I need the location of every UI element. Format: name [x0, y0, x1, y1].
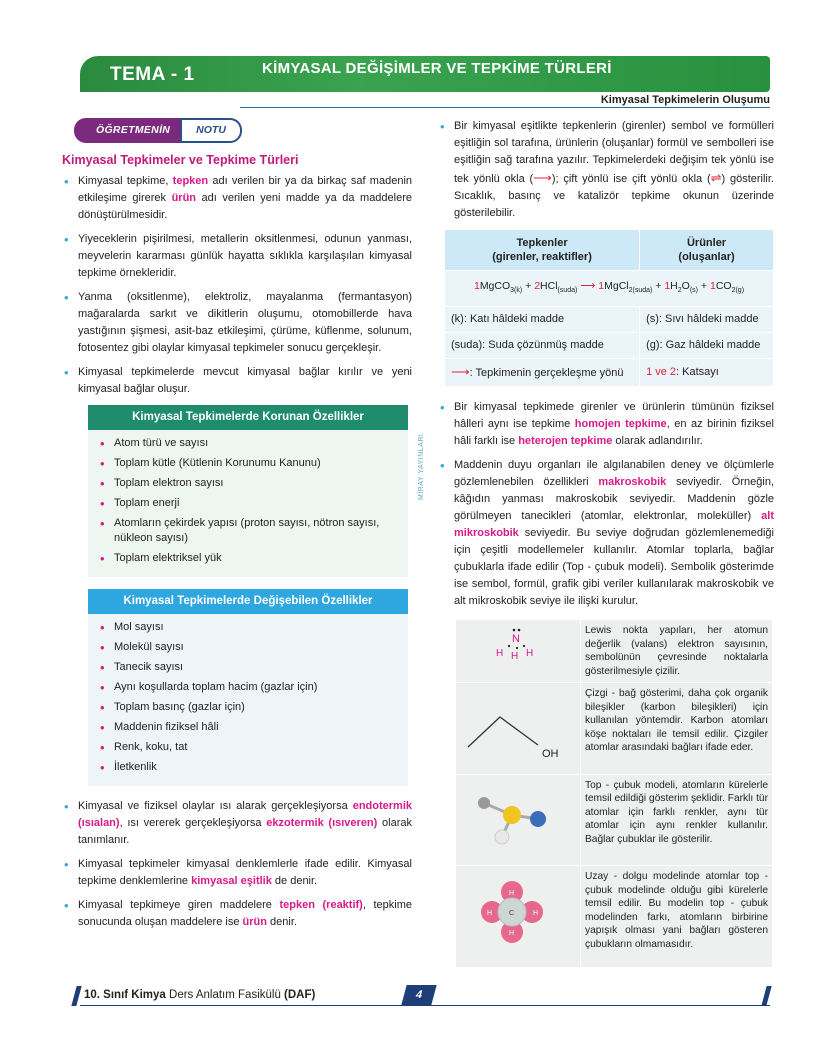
list-item: • Tanecik sayısı [96, 660, 400, 675]
atom-h3: H [487, 910, 493, 918]
list-item: • Bir kimyasal eşitlikte tepkenlerin (girenler) sembol ve formülleri eşitliğin sol tarafına, ürünlerin (oluşanlar) formül ve sembolleri ise eşitliğin sağ tarafına yazılır. Tepkimelerdeki değişim tek yönlü ise tek yönlü okla (⟶); çift yönlü ise çift yönlü okla (⇌) gösterilir. Sıcaklık, basınç ve katalizör tepkime okunun üzerinde gösterilebilir. [438, 118, 774, 222]
atom-c: C [509, 910, 515, 918]
list-item: • Aynı koşullarda toplam hacim (gazlar için) [96, 680, 400, 695]
list-item: • Yanma (oksitlenme), elektroliz, mayalanma (fermantasyon) mağaralarda sarkıt ve dikitlerin oluşumu, otomobillerde hava yastığının şişmesi, asit-baz etkileşimi, çürüme, küflenme, solunum, fotosentez gibi olaylar kimyasal tepkimeler sonucu gerçekleşir. [62, 289, 412, 357]
single-arrow-icon: ⟶ [451, 364, 470, 380]
right-column [438, 118, 774, 968]
reactants-header: Tepkenler (girenler, reaktifler) [445, 230, 640, 271]
table-cell: (suda): Suda çözünmüş madde [445, 333, 640, 359]
list-item: • Kimyasal tepkimeler kimyasal denklemlerle ifade edilir. Kimyasal tepkime denklemlerine kimyasal eşitlik de denir. [62, 856, 412, 890]
table-cell: (k): Katı hâldeki madde [445, 307, 640, 333]
lewis-h3: H [526, 648, 534, 660]
list-item: • Yiyeceklerin pişirilmesi, metallerin oksitlenmesi, odunun yanması, meyvelerin kararması günlük hayatta sıklıkla karşılaşılan kimyasal tepkime örnekleridir. [62, 231, 412, 282]
table-cell: (g): Gaz hâldeki madde [640, 333, 774, 359]
badge-part2: NOTU [180, 118, 242, 143]
oh-label: OH [542, 748, 559, 761]
list-item: • Bir kimyasal tepkimede girenler ve ürünlerin tümünün fiziksel hâlleri aynı ise tepkime homojen tepkime, en az birinin fiziksel hâli farklı ise heterojen tepkime olarak adlandırılır. [438, 399, 774, 450]
lewis-description: Lewis nokta yapıları, her atomun değerlik (valans) elektron sayısının, sembolünün çevresinde noktalarla gösterilmesiyle çizilir. [581, 620, 773, 683]
teacher-note-badge [74, 118, 412, 142]
list-item: • Maddenin duyu organları ile algılanabilen deney ve ölçümlerle gözlemlenebilen özellikleri makroskobik seviyedir. Örneğin, kâğıdın yanması makroskobik seviyedir. Maddenin gözle görülmeyen tanecikleri (atomlar, elektronlar, moleküller) alt mikroskobik seviyedir. Bu seviye doğrudan gözlemlenemediği için çeşitli modellemeler kullanılır. Atomlar toplarla, bağlar çubuklarla ifade edilir (Top - çubuk modeli). Sembolik gösterimde ise sembol, formül, grafik gibi veriler kullanılarak makroskobik ve alt mikroskobik seviye ile ilişki kurulur. [438, 457, 774, 610]
list-item: • Kimyasal ve fiziksel olaylar ısı alarak gerçekleşiyorsa endotermik (ısıalan), ısı vererek gerçekleşiyorsa ekzotermik (ısıveren) olarak tanımlanır. [62, 798, 412, 849]
footer-text: 10. Sınıf Kimya Ders Anlatım Fasikülü (DAF) [84, 989, 316, 1001]
line-bond-structure [456, 683, 581, 775]
lewis-n: N [512, 633, 520, 646]
list-item: • Atom türü ve sayısı [96, 436, 400, 451]
bullet-list-2 [62, 798, 412, 931]
lewis-h1: H [496, 648, 504, 660]
reaction-equation: 1MgCO$_{3(k)}$ + 2HCl$_{(suda)}$ ⟶ 1MgCl$_{2(suda)}$ + $1H_2O_{(s)} + 1CO_{2(g)}$ [445, 271, 774, 307]
bullet-list-right-2 [438, 399, 774, 610]
list-item: • Toplam elektron sayısı [96, 476, 400, 491]
ball-stick-description: Top - çubuk modeli, atomların kürelerle temsil edildiği gösterim şeklidir. Farklı tür atomlar için farklı renkler, aynı tür atomlar için aynı renkler kullanılır. Bağlar çubuklar ile gösterilir. [581, 774, 773, 866]
list-item: • Molekül sayısı [96, 640, 400, 655]
list-item: • Toplam basınç (gazlar için) [96, 700, 400, 715]
list-item: • Kimyasal tepkimelerde mevcut kimyasal bağlar kırılır ve yeni kimyasal bağlar oluşur. [62, 364, 412, 398]
page-number: 4 [401, 985, 436, 1005]
reaction-table [444, 229, 774, 387]
left-column [62, 118, 412, 938]
table-cell: ⟶: Tepkimenin gerçekleşme yönü [445, 359, 640, 387]
list-item: • Renk, koku, tat [96, 740, 400, 755]
variable-properties-box [88, 589, 408, 786]
list-item: • Toplam enerji [96, 496, 400, 511]
footer-slash-right [761, 986, 771, 1006]
list-item: • Toplam elektriksel yük [96, 551, 400, 566]
page-subtitle: Kimyasal Tepkimelerin Oluşumu [600, 94, 770, 106]
double-arrow-icon: ⇌ [710, 170, 722, 185]
page-title: KİMYASAL DEĞİŞİMLER VE TEPKİME TÜRLERİ [262, 60, 612, 77]
single-arrow-icon: ⟶ [533, 170, 552, 185]
tema-label: TEMA - 1 [110, 64, 195, 85]
footer-rule [80, 1005, 770, 1006]
lewis-h2: H [511, 651, 519, 663]
list-item: • Kimyasal tepkimeye giren maddelere tepken (reaktif), tepkime sonucunda oluşan maddelere ise ürün denir. [62, 897, 412, 931]
publisher-watermark: MİRAY YAYINLARI [418, 433, 425, 500]
table-cell: (s): Sıvı hâldeki madde [640, 307, 774, 333]
space-filling-description: Uzay - dolgu modelinde atomlar top - çubuk modelinde olduğu gibi kürelerle temsil edilir. Bu modelin top - çubuk modelinden farkı, atomların birbirine yapışık olması yani bağları gösteren çubukların olmamasıdır. [581, 866, 773, 968]
bullet-list-right [438, 118, 774, 222]
atom-h4: H [533, 910, 539, 918]
bullet-list [62, 173, 412, 398]
list-item: • İletkenlik [96, 760, 400, 775]
table-cell: 1 ve 2: Katsayı [640, 359, 774, 387]
conserved-title: Kimyasal Tepkimelerde Korunan Özellikler [88, 405, 408, 430]
space-filling-model [456, 866, 581, 968]
badge-part1: ÖĞRETMENİN [74, 118, 182, 143]
model-table [456, 620, 772, 968]
section-title: Kimyasal Tepkimeler ve Tepkime Türleri [62, 153, 299, 167]
atom-h2: H [509, 930, 515, 938]
footer-slash-left [71, 986, 81, 1006]
list-item: • Kimyasal tepkime, tepken adı verilen bir ya da birkaç saf madenin etkileşime girerek ürün adı verilen yeni madde ya da maddelere dönüştürülmesidir. [62, 173, 412, 224]
list-item: • Mol sayısı [96, 620, 400, 635]
variable-title: Kimyasal Tepkimelerde Değişebilen Özellikler [88, 589, 408, 614]
products-header: Ürünler (oluşanlar) [640, 230, 774, 271]
line-bond-description: Çizgi - bağ gösterimi, daha çok organik bileşikler (karbon bileşikleri) için kullanılan yöntemdir. Karbon atomları köşe noktaları ile temsil edilir. Çizgiler atomlar arasındaki bağları ifade eder. [581, 683, 773, 775]
lewis-structure [456, 620, 581, 683]
ball-stick-model [456, 774, 581, 866]
list-item: • Maddenin fiziksel hâli [96, 720, 400, 735]
conserved-properties-box [88, 405, 408, 577]
list-item: • Atomların çekirdek yapısı (proton sayısı, nötron sayısı, nükleon sayısı) [96, 516, 400, 546]
list-item: • Toplam kütle (Kütlenin Korunumu Kanunu) [96, 456, 400, 471]
atom-h1: H [509, 890, 515, 898]
